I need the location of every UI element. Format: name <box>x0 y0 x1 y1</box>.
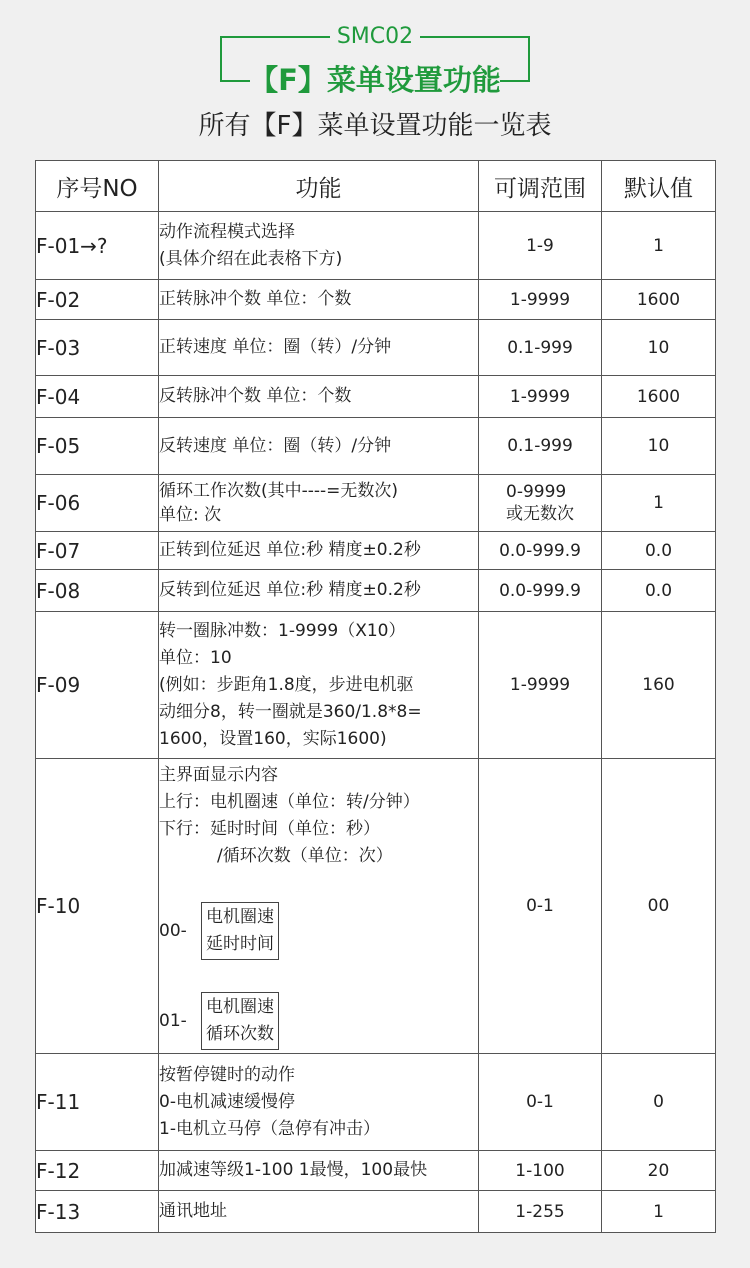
row-default: 1 <box>602 475 716 532</box>
row-function: 循环工作次数(其中----=无数次) 单位: 次 <box>159 475 479 532</box>
table-row <box>36 1054 716 1151</box>
row-function: 正转脉冲个数 单位：个数 <box>159 280 479 320</box>
row-function: 反转脉冲个数 单位：个数 <box>159 376 479 418</box>
col-header-function: 功能 <box>159 161 479 212</box>
row-no: F-06 <box>36 475 159 532</box>
row-default: 1600 <box>602 376 716 418</box>
table-row <box>36 570 716 612</box>
row-range: 1-255 <box>479 1191 602 1233</box>
row-function: 反转速度 单位：圈（转）/分钟 <box>159 418 479 475</box>
row-range: 0-9999 或无数次 <box>479 475 602 532</box>
row-function: 加减速等级1-100 1最慢，100最快 <box>159 1151 479 1191</box>
display-preview-box: 电机圈速 循环次数 <box>201 992 279 1050</box>
row-range: 0.1-999 <box>479 418 602 475</box>
row-range: 0.0-999.9 <box>479 532 602 570</box>
row-no: F-09 <box>36 612 159 759</box>
table-row <box>36 1191 716 1233</box>
row-function: 主界面显示内容 上行：电机圈速（单位：转/分钟） 下行：延时时间（单位：秒） /循环次数（单位：次） 00- 电机圈速 延时时间 01- 电机圈速 循环次数 <box>159 759 479 1054</box>
row-default: 20 <box>602 1151 716 1191</box>
row-range: 0-1 <box>479 759 602 1054</box>
table-row <box>36 1151 716 1191</box>
row-default: 1 <box>602 212 716 280</box>
row-default: 00 <box>602 759 716 1054</box>
table-row <box>36 280 716 320</box>
display-preview-box: 电机圈速 延时时间 <box>201 902 279 960</box>
row-function: 正转到位延迟 单位:秒 精度±0.2秒 <box>159 532 479 570</box>
row-no: F-12 <box>36 1151 159 1191</box>
row-default: 160 <box>602 612 716 759</box>
row-no: F-05 <box>36 418 159 475</box>
row-range: 1-9999 <box>479 612 602 759</box>
row-no: F-02 <box>36 280 159 320</box>
table-row <box>36 612 716 759</box>
row-range: 1-9 <box>479 212 602 280</box>
row-function: 转一圈脉冲数：1-9999（X10） 单位：10 (例如：步距角1.8度，步进电机驱 动细分8，转一圈就是360/1.8*8= 1600，设置160，实际1600) <box>159 612 479 759</box>
row-range: 1-9999 <box>479 376 602 418</box>
row-no: F-03 <box>36 320 159 376</box>
row-default: 10 <box>602 418 716 475</box>
brand-label: SMC02 <box>336 24 414 49</box>
row-default: 1600 <box>602 280 716 320</box>
row-function: 通讯地址 <box>159 1191 479 1233</box>
row-no: F-13 <box>36 1191 159 1233</box>
table-row <box>36 475 716 532</box>
row-range: 0.0-999.9 <box>479 570 602 612</box>
col-header-range: 可调范围 <box>479 161 602 212</box>
row-default: 1 <box>602 1191 716 1233</box>
table-row <box>36 532 716 570</box>
row-default: 0.0 <box>602 570 716 612</box>
table-row <box>36 212 716 280</box>
table-row <box>36 418 716 475</box>
display-option-01: 01- 电机圈速 循环次数 <box>159 992 478 1050</box>
row-range: 0.1-999 <box>479 320 602 376</box>
row-default: 10 <box>602 320 716 376</box>
row-default: 0.0 <box>602 532 716 570</box>
row-range: 0-1 <box>479 1054 602 1151</box>
row-default: 0 <box>602 1054 716 1151</box>
page-header <box>0 0 750 150</box>
table-header-row <box>36 161 716 212</box>
col-header-no: 序号NO <box>36 161 159 212</box>
table-row <box>36 759 716 1054</box>
table-row <box>36 376 716 418</box>
row-no: F-08 <box>36 570 159 612</box>
row-function: 动作流程模式选择 (具体介绍在此表格下方) <box>159 212 479 280</box>
table-row <box>36 320 716 376</box>
row-range: 1-9999 <box>479 280 602 320</box>
row-range: 1-100 <box>479 1151 602 1191</box>
row-no: F-10 <box>36 759 159 1054</box>
display-option-00: 00- 电机圈速 延时时间 <box>159 902 478 960</box>
row-no: F-11 <box>36 1054 159 1151</box>
row-no: F-01→? <box>36 212 159 280</box>
menu-title: 【F】菜单设置功能 <box>249 63 501 97</box>
row-no: F-04 <box>36 376 159 418</box>
row-function: 反转到位延迟 单位:秒 精度±0.2秒 <box>159 570 479 612</box>
row-function: 正转速度 单位：圈（转）/分钟 <box>159 320 479 376</box>
menu-table <box>35 160 716 1233</box>
row-no: F-07 <box>36 532 159 570</box>
row-function: 按暂停键时的动作 0-电机减速缓慢停 1-电机立马停（急停有冲击） <box>159 1054 479 1151</box>
col-header-default: 默认值 <box>602 161 716 212</box>
page-subtitle: 所有【F】菜单设置功能一览表 <box>198 111 552 141</box>
